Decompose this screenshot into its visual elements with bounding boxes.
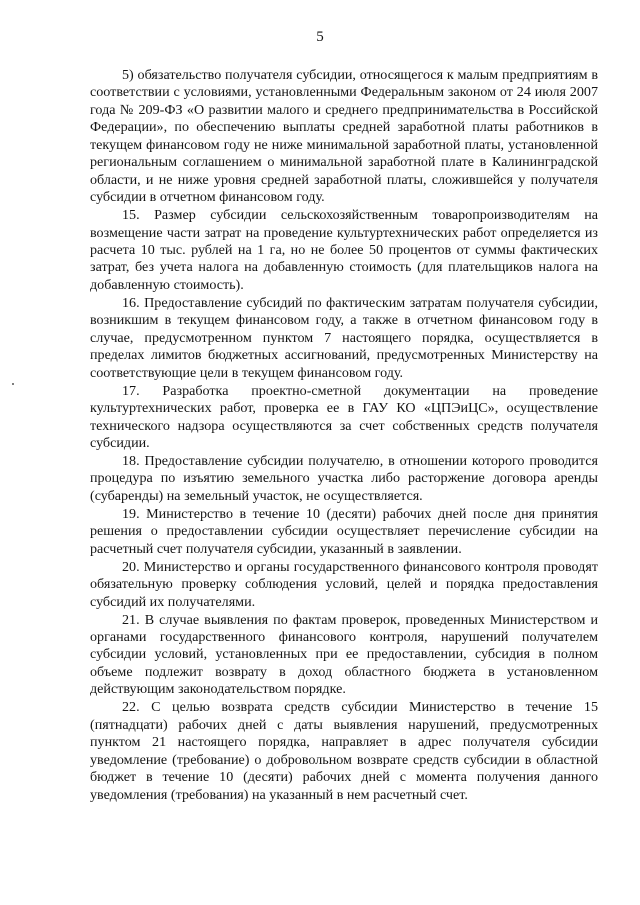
paragraph-item-5: 5) обязательство получателя субсидии, относящегося к малым предприятиям в соответствии с условиями, установленными Федеральным законом от 24 июля 2007 года № 209-ФЗ «О развитии малого и среднего предпринимательства в Российской Федерации», по обеспечению выплаты средней заработной платы работников в текущем финансовом году не ниже минимальной заработной платы, установленной региональным соглашением о минимальной заработной плате в Калининградской области, и не ниже уровня средней заработной платы, сложившейся у получателя субсидии в отчетном финансовом году. xyxy=(90,67,598,206)
page-number: 5 xyxy=(316,29,324,45)
paragraph-19: 19. Министерство в течение 10 (десяти) рабочих дней после дня принятия решения о предоставлении субсидии осуществляет перечисление субсидии на расчетный счет получателя субсидии, указанный в заявлении. xyxy=(90,505,598,557)
paragraph-15: 15. Размер субсидии сельскохозяйственным товаропроизводителям на возмещение части затрат на проведение культуртехнических работ определяется из расчета 10 тыс. рублей на 1 га, но не более 50 процентов от суммы фактических затрат, без учета налога на добавленную стоимость (для плательщиков налога на добавленную стоимость). xyxy=(90,207,598,293)
scan-speck xyxy=(12,383,14,385)
paragraph-18: 18. Предоставление субсидии получателю, в отношении которого проводится процедура по изъятию земельного участка либо расторжение договора аренды (субаренды) на земельный участок, не осуществляется. xyxy=(90,452,598,504)
paragraph-21: 21. В случае выявления по фактам проверок, проведенных Министерством и органами государственного финансового контроля, нарушений получателем субсидии условий, установленных при ее предоставлении, субсидия в полном объеме подлежит возврату в доход областного бюджета в установленном действующим законодательством порядке. xyxy=(90,611,598,698)
document-body xyxy=(90,67,598,804)
paragraph-20: 20. Министерство и органы государственного финансового контроля проводят обязательную проверку соблюдения условий, целей и порядка предоставления субсидий их получателями. xyxy=(90,558,598,610)
paragraph-16: 16. Предоставление субсидий по фактическим затратам получателя субсидии, возникшим в текущем финансовом году, а также в отчетном финансовом году в случае, предусмотренном пунктом 7 настоящего порядка, осуществляется в пределах лимитов бюджетных ассигнований, предусмотренных Министерству на соответствующие цели в текущем финансовом году. xyxy=(90,294,598,381)
paragraph-22: 22. С целью возврата средств субсидии Министерство в течение 15 (пятнадцати) рабочих дней с даты выявления нарушений, предусмотренных пунктом 21 настоящего порядка, направляет в адрес получателя субсидии уведомление (требование) о добровольном возврате средств субсидии в областной бюджет в течение 10 (десяти) рабочих дней с момента получения данного уведомления (требования) на указанный в нем расчетный счет. xyxy=(90,699,598,803)
paragraph-17: 17. Разработка проектно-сметной документации на проведение культуртехнических работ, проверка ее в ГАУ КО «ЦПЭиЦС», осуществление технического надзора осуществляются за счет собственных средств получателя субсидии. xyxy=(90,382,598,452)
